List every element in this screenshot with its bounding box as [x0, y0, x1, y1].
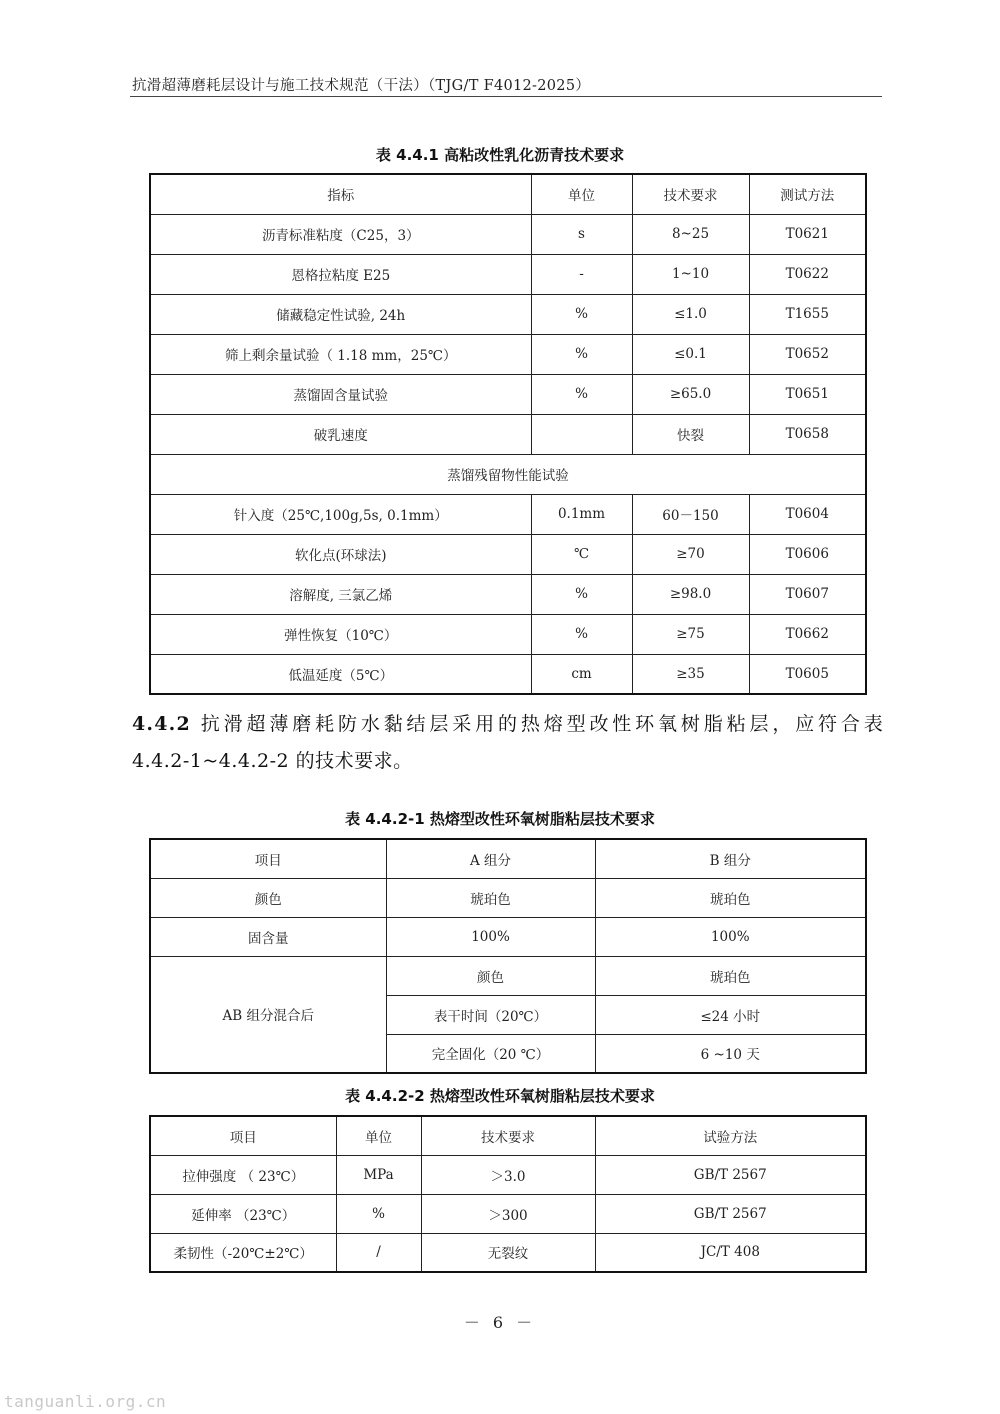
requirement-cell: ＞3.0 [421, 1155, 595, 1194]
page-number: － 6 － [463, 1313, 537, 1332]
item-cell: 固含量 [150, 917, 386, 956]
component-b-cell: 琥珀色 [595, 878, 866, 917]
table-row [150, 654, 866, 694]
table-441 [149, 173, 867, 695]
unit-cell: - [531, 254, 632, 294]
section-number: 4.4.2 [132, 713, 191, 735]
column-header: 技术要求 [632, 174, 749, 214]
table-row [150, 374, 866, 414]
value-cell: 琥珀色 [595, 956, 866, 995]
column-header: 指标 [150, 174, 531, 214]
table-4421 [149, 838, 867, 1074]
requirement-cell: 8~25 [632, 214, 749, 254]
requirement-cell: ≥65.0 [632, 374, 749, 414]
indicator-cell: 溶解度, 三氯乙烯 [150, 574, 531, 614]
item-cell: 柔韧性（-20℃±2℃） [150, 1233, 336, 1272]
header-rule [130, 96, 882, 97]
unit-cell: s [531, 214, 632, 254]
test-method-cell: T0651 [749, 374, 866, 414]
test-method-cell: T0622 [749, 254, 866, 294]
table-row [150, 1233, 866, 1272]
property-cell: 表干时间（20℃） [386, 995, 595, 1034]
test-method-cell: T0652 [749, 334, 866, 374]
unit-cell: % [336, 1194, 421, 1233]
watermark: tanguanli.org.cn [4, 1392, 167, 1411]
property-cell: 颜色 [386, 956, 595, 995]
table-row [150, 254, 866, 294]
requirement-cell: ≥35 [632, 654, 749, 694]
item-cell: 拉伸强度 （ 23℃） [150, 1155, 336, 1194]
column-header: 项目 [150, 1116, 336, 1155]
test-method-cell: T0621 [749, 214, 866, 254]
paragraph-text-1: 抗滑超薄磨耗防水黏结层采用的热熔型改性环氧树脂粘层，应符合表 [200, 713, 884, 735]
requirement-cell: ≥98.0 [632, 574, 749, 614]
column-header: 技术要求 [421, 1116, 595, 1155]
table-row [150, 294, 866, 334]
indicator-cell: 蒸馏固含量试验 [150, 374, 531, 414]
column-header: 单位 [531, 174, 632, 214]
column-header: 单位 [336, 1116, 421, 1155]
value-cell: 6 ~10 天 [595, 1034, 866, 1073]
item-cell: 延伸率 （23℃） [150, 1194, 336, 1233]
indicator-cell: 筛上剩余量试验（ 1.18 mm，25℃） [150, 334, 531, 374]
table-4421-header-row [150, 839, 866, 878]
unit-cell: % [531, 574, 632, 614]
requirement-cell: 快裂 [632, 414, 749, 454]
test-method-cell: T0607 [749, 574, 866, 614]
indicator-cell: 沥青标准粘度（C25，3） [150, 214, 531, 254]
table-row [150, 574, 866, 614]
indicator-cell: 弹性恢复（10℃） [150, 614, 531, 654]
table-row [150, 534, 866, 574]
component-a-cell: 琥珀色 [386, 878, 595, 917]
requirement-cell: ＞300 [421, 1194, 595, 1233]
item-cell: 颜色 [150, 878, 386, 917]
test-method-cell: T1655 [749, 294, 866, 334]
section-4-4-2-paragraph [132, 706, 884, 780]
unit-cell: % [531, 294, 632, 334]
column-header: 试验方法 [595, 1116, 866, 1155]
test-method-cell: T0604 [749, 494, 866, 534]
requirement-cell: 1~10 [632, 254, 749, 294]
unit-cell: 0.1mm [531, 494, 632, 534]
test-method-cell: GB/T 2567 [595, 1194, 866, 1233]
running-header: 抗滑超薄磨耗层设计与施工技术规范（干法）（TJG/T F4012-2025） [132, 78, 591, 94]
table-row [150, 878, 866, 917]
unit-cell: % [531, 374, 632, 414]
table-4422-caption: 表 4.4.2-2 热熔型改性环氧树脂粘层技术要求 [345, 1087, 655, 1105]
table-4421-caption: 表 4.4.2-1 热熔型改性环氧树脂粘层技术要求 [345, 810, 655, 828]
unit-cell: / [336, 1233, 421, 1272]
table-row [150, 1194, 866, 1233]
column-header: 项目 [150, 839, 386, 878]
requirement-cell: ≤0.1 [632, 334, 749, 374]
table-4422-header-row [150, 1116, 866, 1155]
indicator-cell: 软化点(环球法) [150, 534, 531, 574]
table-subsection-row [150, 454, 866, 494]
indicator-cell: 储藏稳定性试验, 24h [150, 294, 531, 334]
paragraph-line-1 [132, 706, 884, 743]
requirement-cell: 60－150 [632, 494, 749, 534]
test-method-cell: T0658 [749, 414, 866, 454]
table-row [150, 414, 866, 454]
column-header: A 组分 [386, 839, 595, 878]
test-method-cell: JC/T 408 [595, 1233, 866, 1272]
table-441-header-row [150, 174, 866, 214]
unit-cell: % [531, 614, 632, 654]
column-header: 测试方法 [749, 174, 866, 214]
unit-cell: cm [531, 654, 632, 694]
indicator-cell: 恩格拉粘度 E25 [150, 254, 531, 294]
column-header: B 组分 [595, 839, 866, 878]
table-row [150, 334, 866, 374]
subsection-cell: 蒸馏残留物性能试验 [150, 454, 866, 494]
table-row [150, 917, 866, 956]
property-cell: 完全固化（20 ℃） [386, 1034, 595, 1073]
indicator-cell: 针入度（25℃,100g,5s, 0.1mm） [150, 494, 531, 534]
mixed-label-cell: AB 组分混合后 [150, 956, 386, 1073]
table-row [150, 494, 866, 534]
table-441-caption: 表 4.4.1 高粘改性乳化沥青技术要求 [375, 146, 625, 164]
unit-cell [531, 414, 632, 454]
requirement-cell: 无裂纹 [421, 1233, 595, 1272]
test-method-cell: GB/T 2567 [595, 1155, 866, 1194]
indicator-cell: 低温延度（5℃） [150, 654, 531, 694]
table-row [150, 1155, 866, 1194]
indicator-cell: 破乳速度 [150, 414, 531, 454]
paragraph-line-2: 4.4.2-1~4.4.2-2 的技术要求。 [132, 750, 413, 772]
requirement-cell: ≥75 [632, 614, 749, 654]
test-method-cell: T0662 [749, 614, 866, 654]
unit-cell: % [531, 334, 632, 374]
requirement-cell: ≤1.0 [632, 294, 749, 334]
test-method-cell: T0605 [749, 654, 866, 694]
component-a-cell: 100% [386, 917, 595, 956]
test-method-cell: T0606 [749, 534, 866, 574]
table-4422 [149, 1115, 867, 1273]
table-row [150, 956, 866, 995]
requirement-cell: ≥70 [632, 534, 749, 574]
component-b-cell: 100% [595, 917, 866, 956]
unit-cell: ℃ [531, 534, 632, 574]
table-row [150, 214, 866, 254]
value-cell: ≤24 小时 [595, 995, 866, 1034]
unit-cell: MPa [336, 1155, 421, 1194]
table-row [150, 614, 866, 654]
